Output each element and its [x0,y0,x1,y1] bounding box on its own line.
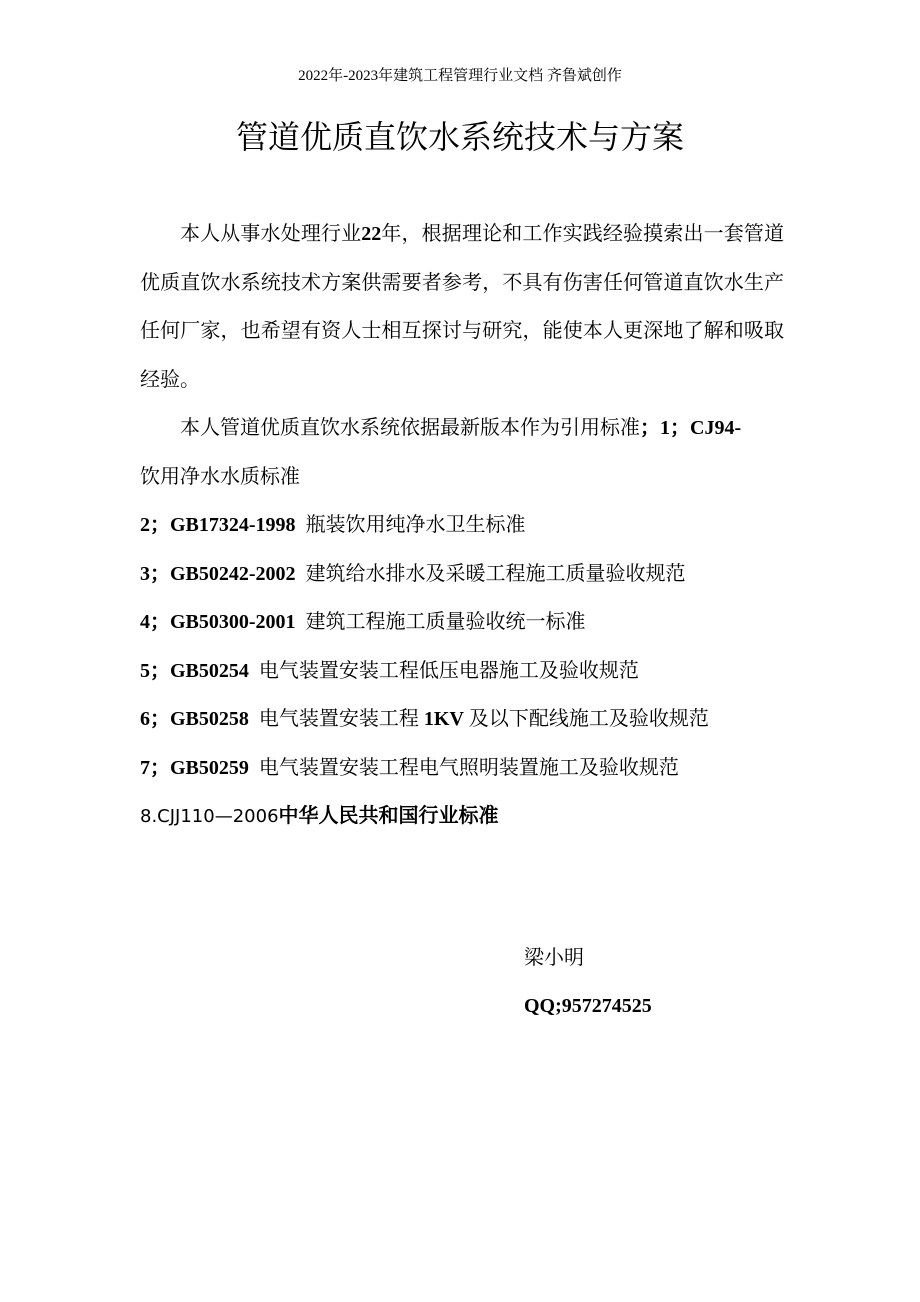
standard-item [140,695,784,744]
standard-name: 电气装置安装工程电气照明装置施工及验收规范 [258,756,679,779]
standard-item [140,744,784,793]
standard-code: 7；GB50259 [140,756,249,779]
standards-intro-first-code: ；1；CJ94- [640,417,742,439]
author-contact: QQ;957274525 [524,995,652,1017]
standard-item [140,501,784,550]
intro-text-end: 年，根据理论和工作实践经验摸索出一套管道优质直饮水系统技术方案供需要者参考，不具有伤害任何管道直饮水生产任何厂家，也希望有资人士相互探讨与研究，能使本人更深地了解和吸取经验。 [140,223,785,391]
author-name: 梁小明 [524,947,584,969]
standard-item-1-name [140,453,784,502]
standard-code: 8.CJJ110—2006 [140,806,279,827]
document-body [140,210,784,842]
standard-code: 2；GB17324-1998 [140,514,296,536]
standard-item [140,598,784,647]
standard-voltage: 1KV [423,708,464,730]
standard-name-start: 电气装置安装工程 [258,708,419,730]
standards-intro-paragraph [140,404,784,453]
signature-block [524,934,652,1030]
intro-text-start: 本人从事水处理行业 [180,223,362,245]
document-title: 管道优质直饮水系统技术与方案 [235,119,684,155]
standard-name: 建筑工程施工质量验收统一标准 [305,611,586,633]
standard-code: 5；GB50254 [140,659,249,682]
standard-code: 4；GB50300-2001 [140,611,296,633]
standard-name: 瓶装饮用纯净水卫生标准 [305,514,526,536]
standard-name: 中华人民共和国行业标准 [278,805,499,827]
standard-name: 建筑给水排水及采暖工程施工质量验收规范 [305,562,686,585]
standard-name: 饮用净水水质标准 [140,465,300,488]
standard-item [140,792,784,842]
standard-code: 6；GB50258 [140,708,249,730]
standard-item [140,550,784,599]
standard-name: 电气装置安装工程低压电器施工及验收规范 [258,659,639,682]
intro-paragraph [140,210,784,404]
standard-code: 3；GB50242-2002 [140,562,296,585]
standard-name-end: 及以下配线施工及验收规范 [468,708,709,730]
header-note: 2022年-2023年建筑工程管理行业文档 齐鲁斌创作 [298,68,622,84]
intro-years: 22 [361,223,382,245]
standard-item [140,647,784,696]
standards-intro-text: 本人管道优质直饮水系统依据最新版本作为引用标准 [180,417,640,439]
